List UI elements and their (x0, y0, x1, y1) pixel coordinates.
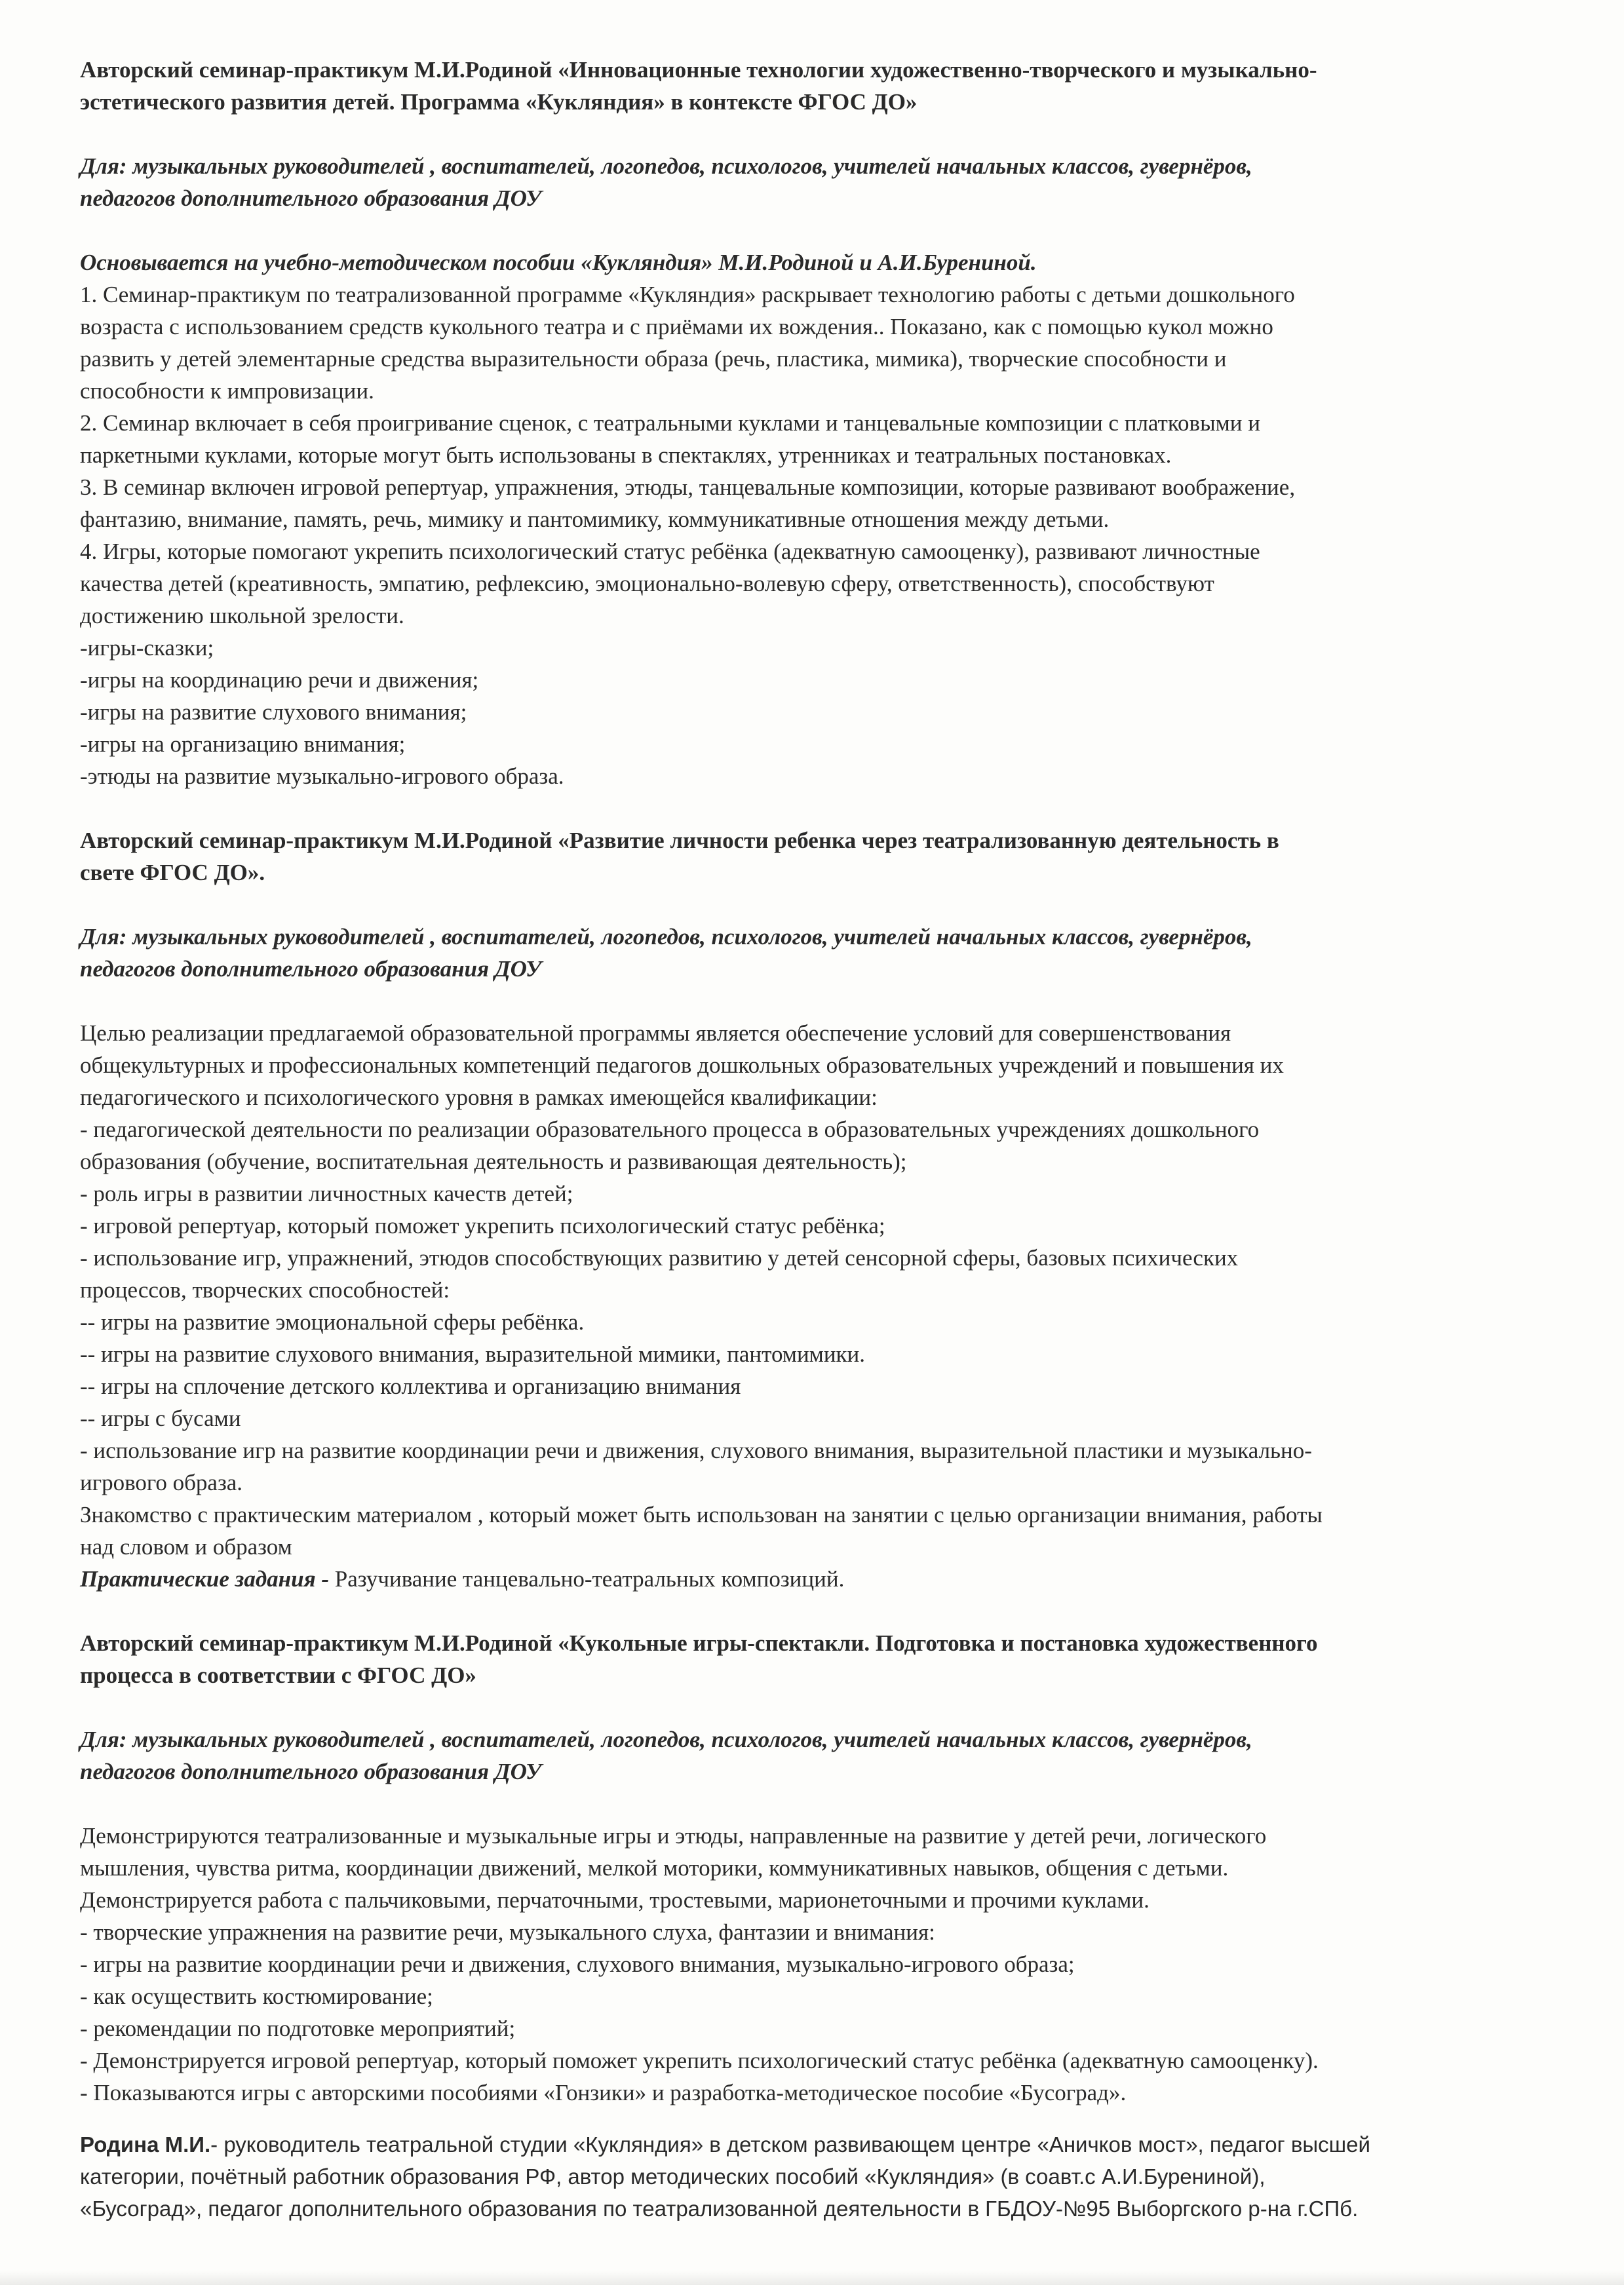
seminar-2-audience-line-2: педагогов дополнительного образования ДОУ (80, 956, 542, 982)
list-item: - рекомендации по подготовке мероприятий; (80, 2016, 516, 2041)
body-line: 4. Игры, которые помогают укрепить психологический статус ребёнка (адекватную самооценку), развивают личностные (80, 539, 1260, 564)
author-info (80, 2128, 1572, 2225)
list-item: -игры-сказки; (80, 635, 214, 661)
seminar-2 (80, 824, 1572, 1595)
body-line: Знакомство с практическим материалом , который может быть использован на занятии с целью организации внимания, работы (80, 1502, 1323, 1527)
list-item: - роль игры в развитии личностных качеств детей; (80, 1181, 573, 1206)
body-line: игрового образа. (80, 1470, 243, 1495)
seminar-1-audience-line-2: педагогов дополнительного образования ДОУ (80, 185, 542, 211)
body-line: паркетными куклами, которые могут быть использованы в спектаклях, утренниках и театральных постановках. (80, 442, 1172, 468)
seminar-3-title-line-1: Авторский семинар-практикум М.И.Родиной «Кукольные игры-спектакли. Подготовка и постановка художественного (80, 1630, 1318, 1656)
body-line: образования (обучение, воспитательная деятельность и развивающая деятельность); (80, 1149, 907, 1174)
list-item: - Демонстрируется игровой репертуар, который поможет укрепить психологический статус ребёнка (адекватную самооценку). (80, 2048, 1319, 2073)
author-line-3: «Бусоград», педагог дополнительного образования по театрализованной деятельности в ГБДОУ-№95 Выборгского р-на г.СПб. (80, 2197, 1359, 2221)
author-description: - руководитель театральной студии «Кукляндия» в детском развивающем центре «Аничков мост», педагог высшей (210, 2132, 1370, 2157)
practical-tasks (80, 1563, 1572, 1595)
practical-tasks-text: Разучивание танцевально-театральных композиций. (334, 1566, 845, 1592)
body-line: Демонстрируется работа с пальчиковыми, перчаточными, тростевыми, марионеточными и прочими куклами. (80, 1887, 1150, 1913)
list-item: -этюды на развитие музыкально-игрового образа. (80, 763, 564, 789)
list-item: - как осуществить костюмирование; (80, 1984, 433, 2009)
body-line: процессов, творческих способностей: (80, 1277, 450, 1303)
practical-tasks-label: Практические задания - (80, 1566, 335, 1592)
list-item: - творческие упражнения на развитие речи, музыкального слуха, фантазии и внимания: (80, 1919, 935, 1945)
body-line: способности к импровизации. (80, 378, 374, 404)
seminar-3-audience-line-2: педагогов дополнительного образования ДОУ (80, 1759, 542, 1784)
seminar-2-audience-line-1: Для: музыкальных руководителей , воспитателей, логопедов, психологов, учителей начальных классов, гувернёров, (80, 924, 1252, 950)
author-name: Родина М.И. (80, 2132, 211, 2157)
list-item: -- игры на развитие слухового внимания, выразительной мимики, пантомимики. (80, 1341, 866, 1367)
list-item: - использование игр на развитие координации речи и движения, слухового внимания, выразительной пластики и музыкально- (80, 1438, 1312, 1463)
list-item: - игровой репертуар, который поможет укрепить психологический статус ребёнка; (80, 1213, 885, 1239)
body-line: педагогического и психологического уровня в рамках имеющейся квалификации: (80, 1085, 878, 1110)
body-line: достижению школьной зрелости. (80, 603, 404, 628)
seminar-2-title-line-1: Авторский семинар-практикум М.И.Родиной «Развитие личности ребенка через театрализованную деятельность в (80, 828, 1279, 853)
body-line: 3. В семинар включен игровой репертуар, упражнения, этюды, танцевальные композиции, которые развивают воображение, (80, 474, 1296, 500)
body-line: над словом и образом (80, 1534, 292, 1560)
seminar-1-title-line-1: Авторский семинар-практикум М.И.Родиной «Инновационные технологии художественно-творческого и музыкально- (80, 57, 1317, 83)
body-line: 2. Семинар включает в себя проигривание сценок, с театральными куклами и танцевальные композиции с платковыми и (80, 410, 1260, 436)
author-line-2: категории, почётный работник образования РФ, автор методических пособий «Кукляндия» (в соавт.с А.И.Бурениной), (80, 2164, 1266, 2189)
author-line-1 (80, 2128, 1572, 2160)
body-line: качества детей (креативность, эмпатию, рефлексию, эмоционально-волевую сферу, ответственность), способствуют (80, 571, 1214, 596)
list-item: -игры на развитие слухового внимания; (80, 699, 467, 725)
body-line: возраста с использованием средств кукольного театра и с приёмами их вождения.. Показано, как с помощью кукол можно (80, 314, 1273, 339)
body-line: общекультурных и профессиональных компетенций педагогов дошкольных образовательных учреждений и повышения их (80, 1052, 1284, 1078)
list-item: - игры на развитие координации речи и движения, слухового внимания, музыкально-игрового образа; (80, 1951, 1075, 1977)
body-line: развить у детей элементарные средства выразительности образа (речь, пластика, мимика), творческие способности и (80, 346, 1227, 372)
body-line: мышления, чувства ритма, координации движений, мелкой моторики, коммуникативных навыков, общения с детьми. (80, 1855, 1229, 1881)
list-item: - педагогической деятельности по реализации образовательного процесса в образовательных учреждениях дошкольного (80, 1117, 1260, 1142)
body-line: Демонстрируются театрализованные и музыкальные игры и этюды, направленные на развитие у детей речи, логического (80, 1823, 1267, 1849)
list-item: -игры на координацию речи и движения; (80, 667, 479, 693)
list-item: -- игры на сплочение детского коллектива и организацию внимания (80, 1373, 741, 1399)
seminar-3-title-line-2: процесса в соответствии с ФГОС ДО» (80, 1662, 476, 1688)
list-item: -- игры на развитие эмоциональной сферы ребёнка. (80, 1309, 585, 1335)
list-item: - использование игр, упражнений, этюдов способствующих развитию у детей сенсорной сферы, базовых психических (80, 1245, 1239, 1271)
body-line: 1. Семинар-практикум по театрализованной программе «Кукляндия» раскрывает технологию работы с детьми дошкольного (80, 282, 1295, 307)
list-item: - Показываются игры с авторскими пособиями «Гонзики» и разработка-методическое пособие «Бусоград». (80, 2080, 1127, 2105)
seminar-1-basis: Основывается на учебно-методическом пособии «Кукляндия» М.И.Родиной и А.И.Бурениной. (80, 250, 1037, 275)
seminar-3-audience-line-1: Для: музыкальных руководителей , воспитателей, логопедов, психологов, учителей начальных классов, гувернёров, (80, 1727, 1252, 1752)
seminar-2-title-line-2: свете ФГОС ДО». (80, 860, 265, 885)
scan-edge (0, 2271, 1624, 2285)
list-item: -игры на организацию внимания; (80, 731, 406, 757)
seminar-1 (80, 54, 1572, 792)
list-item: -- игры с бусами (80, 1406, 241, 1431)
body-line: фантазию, внимание, память, речь, мимику и пантомимику, коммуникативные отношения между детьми. (80, 507, 1110, 532)
seminar-1-title-line-2: эстетического развития детей. Программа «Кукляндия» в контексте ФГОС ДО» (80, 89, 918, 115)
seminar-3 (80, 1627, 1572, 2109)
body-line: Целью реализации предлагаемой образовательной программы является обеспечение условий для совершенствования (80, 1020, 1231, 1046)
seminar-1-audience-line-1: Для: музыкальных руководителей , воспитателей, логопедов, психологов, учителей начальных классов, гувернёров, (80, 153, 1252, 179)
